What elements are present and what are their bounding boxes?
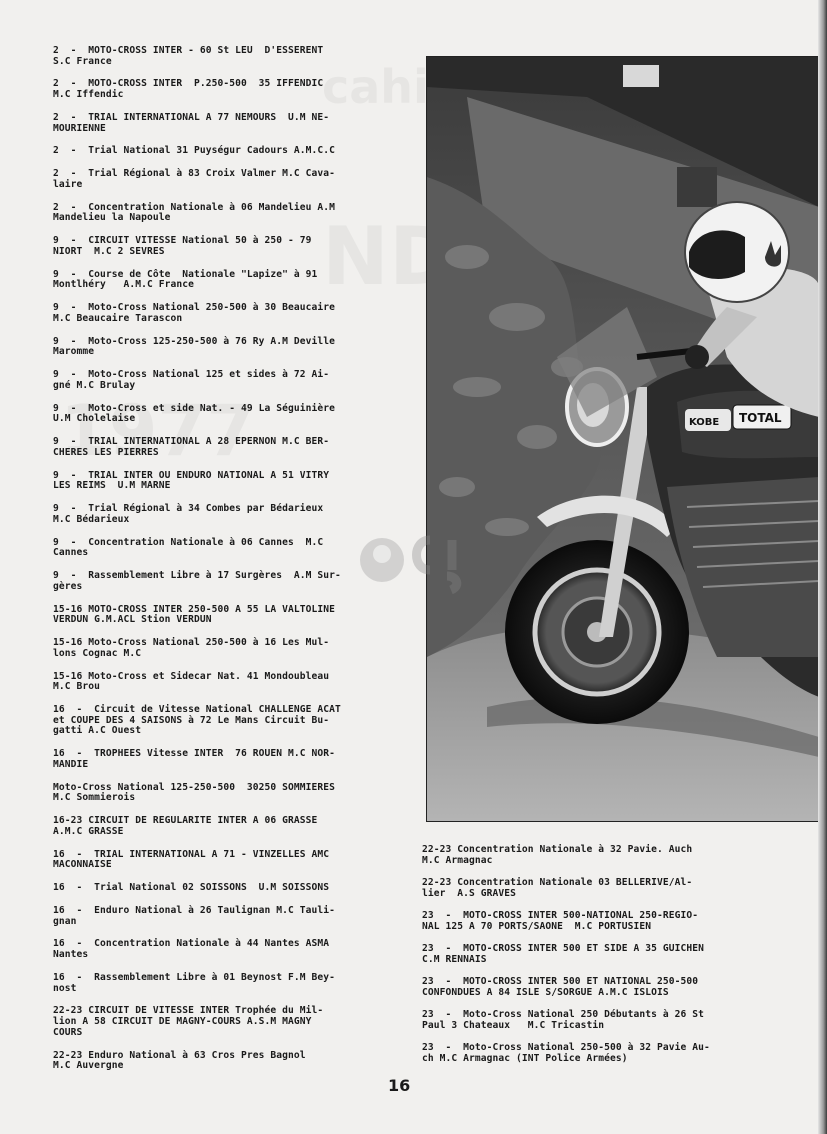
calendar-entry: 9 - CIRCUIT VITESSE National 50 à 250 - 79 NIORT M.C 2 SEVRES bbox=[53, 235, 312, 257]
calendar-entry: 23 - Moto-Cross National 250 Débutants à 26 St Paul 3 Chateaux M.C Tricastin bbox=[422, 1008, 705, 1031]
calendar-entry: 2 - TRIAL INTERNATIONAL A 77 NEMOURS U.M NE- MOURIENNE bbox=[53, 111, 330, 134]
calendar-entry: 23 - Moto-Cross National 250-500 à 32 Pavie Au- ch M.C Armagnac (INT Police Armées) bbox=[422, 1041, 710, 1064]
motorcycle-racer-photo bbox=[426, 56, 820, 822]
calendar-entry: 9 - Rassemblement Libre à 17 Surgères A.M Sur- gères bbox=[53, 570, 341, 592]
calendar-entry: 22-23 Concentration Nationale à 32 Pavie. Auch M.C Armagnac bbox=[422, 844, 693, 866]
page-number: 16 bbox=[388, 1076, 411, 1095]
calendar-entry: 22-23 CIRCUIT DE VITESSE INTER Trophée du Mil- lion A 58 CIRCUIT DE MAGNY-COURS A.S.M MAGNY COURS bbox=[53, 1005, 324, 1038]
calendar-entry: 16 - Concentration Nationale à 44 Nantes ASMA Nantes bbox=[53, 938, 330, 961]
calendar-entry: 22-23 Concentration Nationale 03 BELLERIVE/Al- lier A.S GRAVES bbox=[422, 876, 693, 899]
calendar-entry: 2 - Trial Régional à 83 Croix Valmer M.C Cava- laire bbox=[53, 168, 336, 190]
calendar-entry: 2 - MOTO-CROSS INTER - 60 St LEU D'ESSERENT S.C France bbox=[53, 45, 324, 67]
calendar-entry: 16 - TRIAL INTERNATIONAL A 71 - VINZELLES AMC MACONNAISE bbox=[53, 848, 330, 871]
calendar-entry: 16 - Circuit de Vitesse National CHALLENGE ACAT et COUPE DES 4 SAISONS à 72 Le Mans Circuit Bu- gatti A.C Ouest bbox=[53, 704, 341, 737]
calendar-right-column bbox=[422, 845, 752, 1076]
calendar-entry: 16 - Trial National 02 SOISSONS U.M SOISSONS bbox=[53, 882, 330, 894]
fairing-sticker-text: TOTAL bbox=[739, 411, 782, 425]
calendar-entry: 9 - TRIAL INTER OU ENDURO NATIONAL A 51 VITRY LES REIMS U.M MARNE bbox=[53, 469, 330, 492]
page-edge-shadow bbox=[818, 0, 827, 1134]
calendar-entry: 2 - Concentration Nationale à 06 Mandelieu A.M Mandelieu la Napoule bbox=[53, 201, 336, 224]
calendar-entry: 9 - Moto-Cross National 125 et sides à 72 Ai- gné M.C Brulay bbox=[53, 369, 330, 391]
calendar-left-column bbox=[53, 46, 385, 1084]
calendar-entry: 9 - Concentration Nationale à 06 Cannes M.C Cannes bbox=[53, 536, 324, 559]
watermark-stamp bbox=[352, 520, 482, 610]
tank-sticker-text: KOBE bbox=[689, 417, 720, 428]
calendar-entry: 2 - Trial National 31 Puységur Cadours A.M.C.C bbox=[53, 145, 336, 157]
calendar-entry: 15-16 MOTO-CROSS INTER 250-500 A 55 LA VALTOLINE VERDUN G.M.ACL Stion VERDUN bbox=[53, 603, 336, 626]
calendar-entry: 23 - MOTO-CROSS INTER 500-NATIONAL 250-REGIO- NAL 125 A 70 PORTS/SAONE M.C PORTUSIEN bbox=[422, 909, 699, 932]
calendar-entry: 9 - TRIAL INTERNATIONAL A 28 EPERNON M.C BER- CHERES LES PIERRES bbox=[53, 436, 330, 458]
calendar-entry: 16-23 CIRCUIT DE REGULARITE INTER A 06 GRASSE A.M.C GRASSE bbox=[53, 815, 318, 837]
rider-glove bbox=[685, 345, 709, 369]
calendar-entry: 23 - MOTO-CROSS INTER 500 ET SIDE A 35 GUICHEN C.M RENNAIS bbox=[422, 942, 705, 965]
calendar-entry: Moto-Cross National 125-250-500 30250 SOMMIERES M.C Sommierois bbox=[53, 781, 336, 804]
calendar-entry: 22-23 Enduro National à 63 Cros Pres Bagnol M.C Auvergne bbox=[53, 1049, 306, 1072]
calendar-entry: 15-16 Moto-Cross National 250-500 à 16 Les Mul- lons Cognac M.C bbox=[53, 637, 330, 659]
calendar-entry: 9 - Moto-Cross National 250-500 à 30 Beaucaire M.C Beaucaire Tarascon bbox=[53, 302, 336, 324]
calendar-entry: 9 - Trial Régional à 34 Combes par Bédarieux M.C Bédarieux bbox=[53, 503, 324, 525]
calendar-entry: 9 - Moto-Cross et side Nat. - 49 La Séguinière U.M Cholelaise bbox=[53, 402, 336, 425]
calendar-entry: 16 - Enduro National à 26 Taulignan M.C Tauli- gnan bbox=[53, 905, 336, 927]
calendar-entry: 2 - MOTO-CROSS INTER P.250-500 35 IFFENDIC M.C Iffendic bbox=[53, 78, 324, 101]
calendar-entry: 23 - MOTO-CROSS INTER 500 ET NATIONAL 250-500 CONFONDUES A 84 ISLE S/SORGUE A.M.C ISLOIS bbox=[422, 975, 699, 998]
calendar-entry: 9 - Moto-Cross 125-250-500 à 76 Ry A.M Deville Maromme bbox=[53, 335, 336, 358]
building-window bbox=[677, 167, 717, 207]
calendar-entry: 16 - TROPHEES Vitesse INTER 76 ROUEN M.C NOR- MANDIE bbox=[53, 748, 336, 770]
calendar-entry: 16 - Rassemblement Libre à 01 Beynost F.M Bey- nost bbox=[53, 971, 336, 994]
calendar-entry: 9 - Course de Côte Nationale "Lapize" à 91 Montlhéry A.M.C France bbox=[53, 268, 318, 291]
building-window bbox=[623, 65, 659, 87]
calendar-entry: 15-16 Moto-Cross et Sidecar Nat. 41 Mondoubleau M.C Brou bbox=[53, 670, 330, 693]
